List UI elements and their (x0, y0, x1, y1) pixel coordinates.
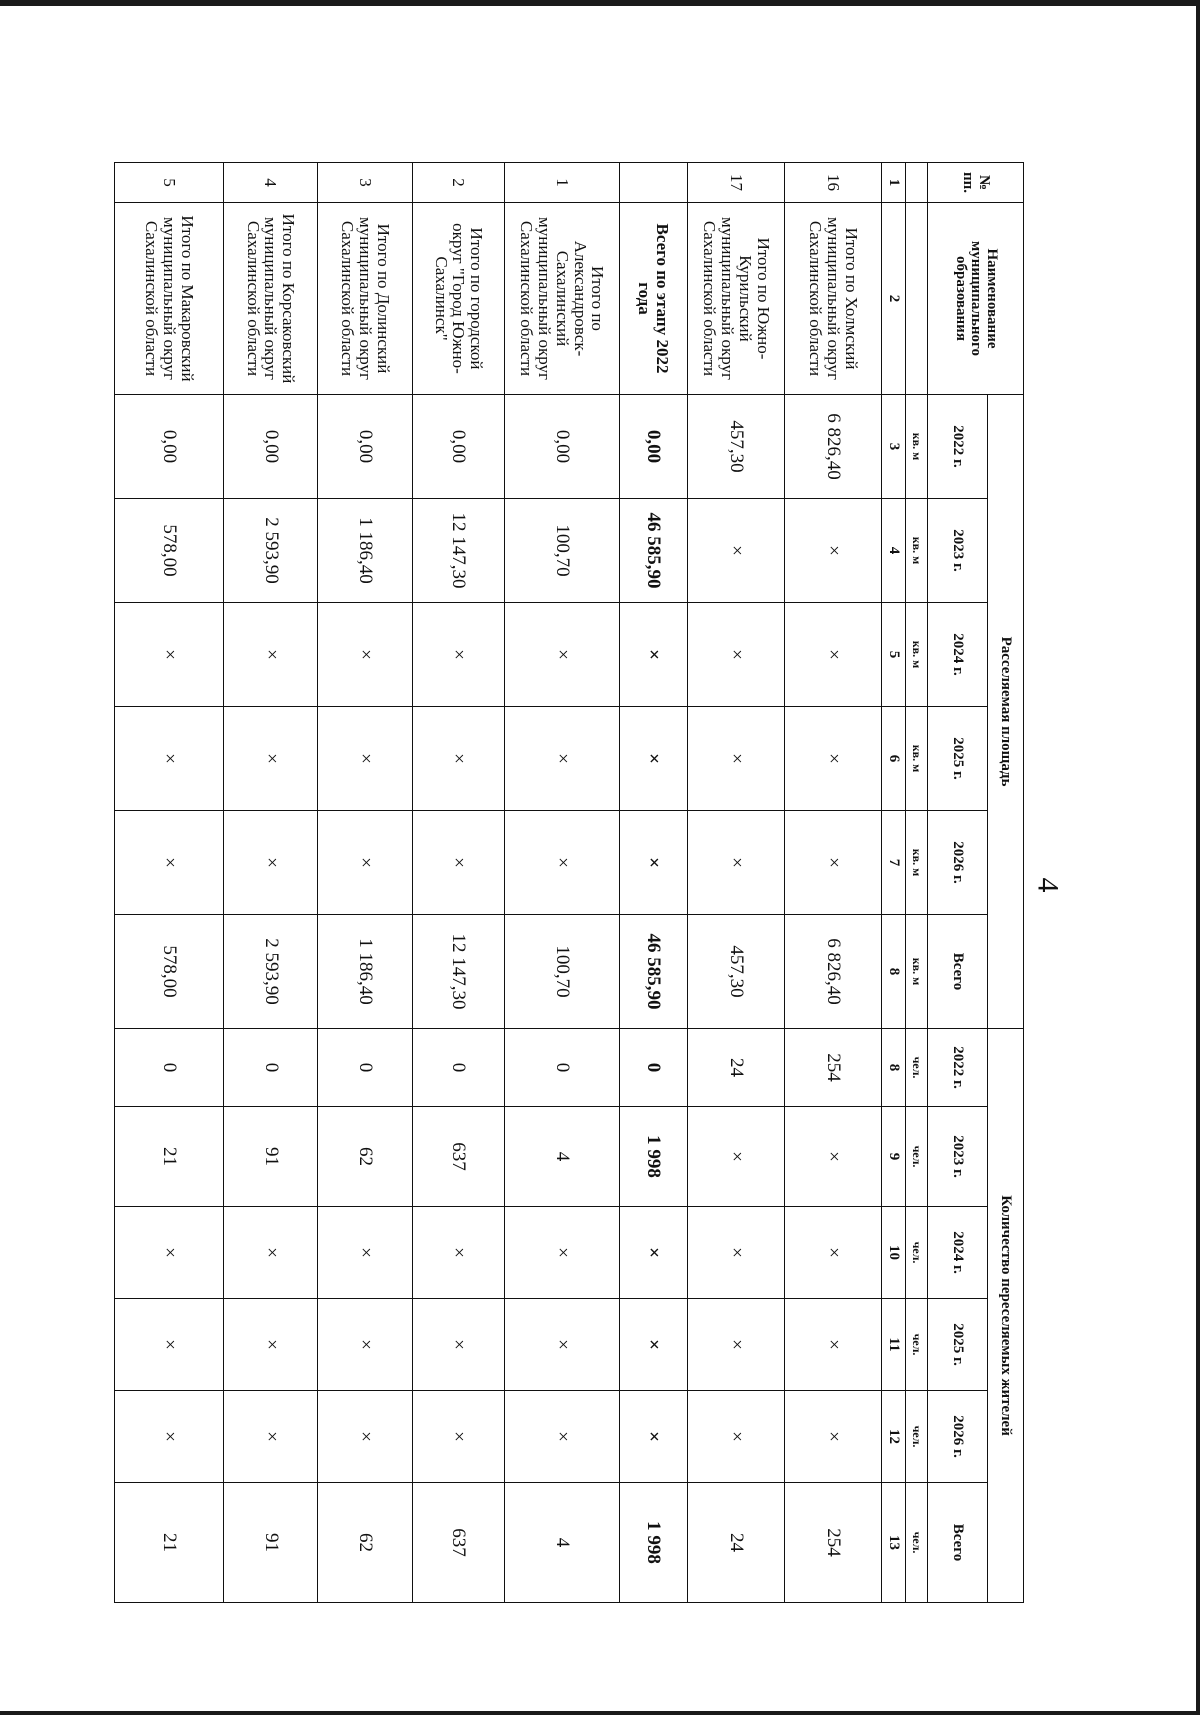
area-value-cell: 578,00 (115, 915, 224, 1029)
table-row (223, 163, 318, 1603)
header-people-year: 2024 г. (928, 1207, 988, 1299)
unit-area: кв. м (906, 395, 928, 499)
people-value-cell: × (619, 1391, 688, 1483)
row-number: 16 (785, 163, 882, 203)
table-row (785, 163, 882, 1603)
municipality-name: Итого по Корсаковский муниципальный округ Сахалинской области (223, 203, 318, 395)
people-value-cell: × (688, 1107, 785, 1207)
people-value-cell: × (412, 1207, 504, 1299)
column-number: 1 (882, 163, 906, 203)
column-number: 12 (882, 1391, 906, 1483)
area-value-cell: 6 826,40 (785, 395, 882, 499)
unit-cell-empty (906, 203, 928, 395)
area-value-cell: × (223, 707, 318, 811)
header-no: № пп. (928, 163, 1024, 203)
unit-people: чел. (906, 1029, 928, 1107)
municipality-name: Итого по Макаровский муниципальный округ Сахалинской области (115, 203, 224, 395)
area-value-cell: 1 186,40 (318, 499, 413, 603)
municipality-name: Итого по Южно-Курильский муниципальный округ Сахалинской области (688, 203, 785, 395)
people-value-cell: 254 (785, 1029, 882, 1107)
area-value-cell: × (688, 707, 785, 811)
column-number: 8 (882, 1029, 906, 1107)
people-value-cell: 62 (318, 1483, 413, 1603)
municipality-name: Всего по этапу 2022 года (619, 203, 688, 395)
area-value-cell: × (412, 603, 504, 707)
area-value-cell: 0,00 (318, 395, 413, 499)
column-number: 4 (882, 499, 906, 603)
column-number: 9 (882, 1107, 906, 1207)
area-value-cell: 2 593,90 (223, 915, 318, 1029)
row-number: 3 (318, 163, 413, 203)
people-value-cell: 21 (115, 1483, 224, 1603)
area-value-cell: 46 585,90 (619, 499, 688, 603)
people-value-cell: 637 (412, 1483, 504, 1603)
people-value-cell: × (115, 1391, 224, 1483)
scan-border-top (0, 0, 1200, 6)
area-value-cell: 12 147,30 (412, 915, 504, 1029)
people-value-cell: × (785, 1107, 882, 1207)
row-number (619, 163, 688, 203)
area-value-cell: × (115, 811, 224, 915)
scan-border-right (1196, 0, 1200, 1715)
municipality-name: Итого по Долинский муниципальный округ Сахалинской области (318, 203, 413, 395)
area-value-cell: × (318, 603, 413, 707)
header-people-year: 2023 г. (928, 1107, 988, 1207)
column-number: 2 (882, 203, 906, 395)
unit-people: чел. (906, 1483, 928, 1603)
column-number: 10 (882, 1207, 906, 1299)
header-area-total: Всего (928, 915, 988, 1029)
unit-area: кв. м (906, 811, 928, 915)
area-value-cell: × (115, 707, 224, 811)
unit-area: кв. м (906, 603, 928, 707)
people-value-cell: 62 (318, 1107, 413, 1207)
people-value-cell: × (619, 1207, 688, 1299)
area-value-cell: 0,00 (505, 395, 620, 499)
area-value-cell: × (223, 811, 318, 915)
people-value-cell: 0 (318, 1029, 413, 1107)
people-value-cell: × (785, 1299, 882, 1391)
area-value-cell: 0,00 (412, 395, 504, 499)
area-value-cell: × (412, 811, 504, 915)
people-value-cell: × (619, 1299, 688, 1391)
area-value-cell: × (688, 499, 785, 603)
scan-border-bottom (0, 1711, 1200, 1715)
area-value-cell: 100,70 (505, 499, 620, 603)
unit-people: чел. (906, 1299, 928, 1391)
area-value-cell: 1 186,40 (318, 915, 413, 1029)
unit-people: чел. (906, 1391, 928, 1483)
people-value-cell: 91 (223, 1107, 318, 1207)
unit-area: кв. м (906, 915, 928, 1029)
people-value-cell: 21 (115, 1107, 224, 1207)
table-body (115, 163, 882, 1603)
people-value-cell: 0 (505, 1029, 620, 1107)
column-number: 5 (882, 603, 906, 707)
people-value-cell: × (115, 1299, 224, 1391)
people-value-cell: 4 (505, 1107, 620, 1207)
header-area-year: 2026 г. (928, 811, 988, 915)
people-value-cell: × (223, 1299, 318, 1391)
municipality-name: Итого по городской округ "Город Южно-Сахалинск" (412, 203, 504, 395)
area-value-cell: × (505, 811, 620, 915)
resettlement-table (114, 162, 1024, 1603)
row-number: 17 (688, 163, 785, 203)
people-value-cell: × (688, 1391, 785, 1483)
area-value-cell: × (505, 707, 620, 811)
municipality-name: Итого по Холмский муниципальный округ Сахалинской области (785, 203, 882, 395)
area-value-cell: × (785, 603, 882, 707)
people-value-cell: × (223, 1207, 318, 1299)
people-value-cell: × (412, 1391, 504, 1483)
people-value-cell: × (115, 1207, 224, 1299)
column-number: 11 (882, 1299, 906, 1391)
area-value-cell: × (318, 811, 413, 915)
table-row (619, 163, 688, 1603)
area-value-cell: 6 826,40 (785, 915, 882, 1029)
people-value-cell: × (505, 1207, 620, 1299)
people-value-cell: 254 (785, 1483, 882, 1603)
area-value-cell: 457,30 (688, 915, 785, 1029)
people-value-cell: 0 (619, 1029, 688, 1107)
area-value-cell: × (785, 499, 882, 603)
column-number: 8 (882, 915, 906, 1029)
header-people-year: 2026 г. (928, 1391, 988, 1483)
people-value-cell: × (318, 1299, 413, 1391)
area-value-cell: × (318, 707, 413, 811)
table-row (115, 163, 224, 1603)
table-row (505, 163, 620, 1603)
row-number: 4 (223, 163, 318, 203)
people-value-cell: 24 (688, 1483, 785, 1603)
people-value-cell: 0 (412, 1029, 504, 1107)
area-value-cell: 2 593,90 (223, 499, 318, 603)
people-value-cell: × (505, 1391, 620, 1483)
area-value-cell: × (619, 603, 688, 707)
people-value-cell: × (318, 1207, 413, 1299)
area-value-cell: 0,00 (223, 395, 318, 499)
header-people-year: 2025 г. (928, 1299, 988, 1391)
area-value-cell: 578,00 (115, 499, 224, 603)
page-number: 4 (1031, 877, 1065, 893)
people-value-cell: 91 (223, 1483, 318, 1603)
area-value-cell: 12 147,30 (412, 499, 504, 603)
unit-area: кв. м (906, 707, 928, 811)
unit-cell-empty (906, 163, 928, 203)
column-number: 13 (882, 1483, 906, 1603)
area-value-cell: × (688, 811, 785, 915)
column-number: 6 (882, 707, 906, 811)
municipality-name: Итого по Александровск-Сахалинский муниципальный округ Сахалинской области (505, 203, 620, 395)
people-value-cell: 0 (223, 1029, 318, 1107)
unit-people: чел. (906, 1107, 928, 1207)
header-area-year: 2023 г. (928, 499, 988, 603)
area-value-cell: 457,30 (688, 395, 785, 499)
rotated-table-container (114, 162, 1024, 1602)
people-value-cell: 24 (688, 1029, 785, 1107)
people-value-cell: 1 998 (619, 1483, 688, 1603)
area-value-cell: 46 585,90 (619, 915, 688, 1029)
area-value-cell: × (505, 603, 620, 707)
area-value-cell: 0,00 (619, 395, 688, 499)
area-value-cell: × (785, 707, 882, 811)
header-people-total: Всего (928, 1483, 988, 1603)
area-value-cell: × (785, 811, 882, 915)
header-people-group: Количество переселяемых жителей (988, 1029, 1024, 1603)
people-value-cell: × (688, 1299, 785, 1391)
area-value-cell: 0,00 (115, 395, 224, 499)
area-value-cell: × (115, 603, 224, 707)
people-value-cell: × (412, 1299, 504, 1391)
table-row (688, 163, 785, 1603)
table-row (412, 163, 504, 1603)
unit-people: чел. (906, 1207, 928, 1299)
row-number: 1 (505, 163, 620, 203)
people-value-cell: × (785, 1391, 882, 1483)
header-area-year: 2024 г. (928, 603, 988, 707)
people-value-cell: × (785, 1207, 882, 1299)
row-number: 2 (412, 163, 504, 203)
area-value-cell: × (619, 707, 688, 811)
header-area-group: Расселяемая площадь (988, 395, 1024, 1029)
header-name: Наименование муниципального образования (928, 203, 1024, 395)
header-people-year: 2022 г. (928, 1029, 988, 1107)
people-value-cell: 1 998 (619, 1107, 688, 1207)
area-value-cell: 100,70 (505, 915, 620, 1029)
area-value-cell: × (619, 811, 688, 915)
header-area-year: 2022 г. (928, 395, 988, 499)
people-value-cell: × (688, 1207, 785, 1299)
people-value-cell: 0 (115, 1029, 224, 1107)
people-value-cell: × (318, 1391, 413, 1483)
people-value-cell: 637 (412, 1107, 504, 1207)
area-value-cell: × (688, 603, 785, 707)
area-value-cell: × (412, 707, 504, 811)
people-value-cell: × (505, 1299, 620, 1391)
area-value-cell: × (223, 603, 318, 707)
people-value-cell: 4 (505, 1483, 620, 1603)
unit-area: кв. м (906, 499, 928, 603)
table-row (318, 163, 413, 1603)
column-number: 3 (882, 395, 906, 499)
row-number: 5 (115, 163, 224, 203)
column-number: 7 (882, 811, 906, 915)
header-area-year: 2025 г. (928, 707, 988, 811)
people-value-cell: × (223, 1391, 318, 1483)
